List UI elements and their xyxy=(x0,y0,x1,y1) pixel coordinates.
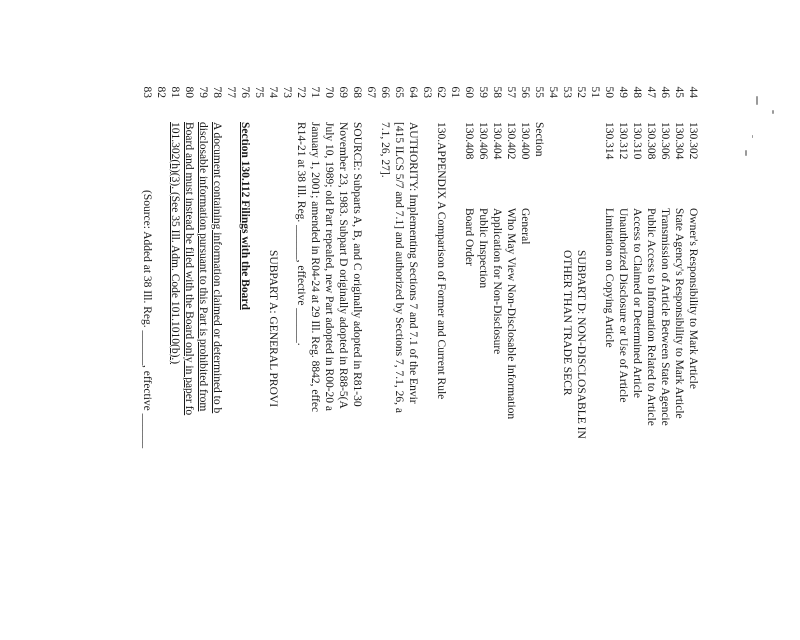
line-number: 53 xyxy=(561,86,573,98)
section-number: 130.302 xyxy=(687,122,699,160)
line-number: 70 xyxy=(323,86,335,98)
section-number: 130.312 xyxy=(617,122,629,160)
section-title: Board Order xyxy=(463,208,475,266)
line-number: 68 xyxy=(351,86,363,98)
body-text: 7.1, 26, 27]. xyxy=(379,122,391,178)
body-text: January 1, 2001; amended in R04-24 at 29 Ill. Reg. 8842, effec xyxy=(309,122,321,413)
section-number: Section xyxy=(533,122,545,157)
source-note: (Source: Added at 38 Ill. Reg. ______, effective ______ xyxy=(141,190,153,449)
section-number: 130.310 xyxy=(631,122,643,160)
section-number: 130.404 xyxy=(491,122,503,160)
scan-speck xyxy=(756,96,758,105)
line-number: 80 xyxy=(183,86,195,98)
section-title: Unauthorized Disclosure or Use of Article xyxy=(617,208,629,403)
subpart-heading: OTHER THAN TRADE SECR xyxy=(561,250,573,396)
body-text: 101.302(h)(3). (See 35 Ill. Adm. Code 101.1010(b).) xyxy=(169,122,181,365)
section-title: Who May View Non-Disclosable Information xyxy=(505,208,517,420)
line-number: 58 xyxy=(491,86,503,98)
scan-speck xyxy=(745,150,747,156)
line-number: 51 xyxy=(589,86,601,98)
line-number: 49 xyxy=(617,86,629,98)
line-number: 64 xyxy=(407,86,419,98)
line-number: 44 xyxy=(687,86,699,98)
body-text: disclosable information pursuant to this Part is prohibited from xyxy=(197,122,209,412)
line-number: 52 xyxy=(575,86,587,98)
section-title: Limitation on Copying Article xyxy=(603,208,615,348)
subpart-heading: SUBPART D: NON-DISCLOSABLE IN xyxy=(575,250,587,439)
scan-speck xyxy=(752,135,753,138)
body-text: Board and must instead be filed with the Board only in paper fo xyxy=(183,122,195,416)
body-text: [415 ILCS 5/7 and 7.1] and authorized by Sections 7, 7.1, 26, a xyxy=(393,122,405,413)
line-number: 65 xyxy=(393,86,405,98)
line-number: 50 xyxy=(603,86,615,98)
line-number: 69 xyxy=(337,86,349,98)
section-number: 130.306 xyxy=(659,122,671,160)
section-title: Public Access to Information Related to Article xyxy=(645,208,657,426)
section-title: General xyxy=(519,208,531,245)
line-number: 76 xyxy=(239,86,251,98)
line-number: 79 xyxy=(197,86,209,98)
line-number: 71 xyxy=(309,86,321,98)
body-text: R14-21 at 38 Ill. Reg. ______, effective ______. xyxy=(295,122,307,346)
line-number: 61 xyxy=(449,86,461,98)
line-number: 82 xyxy=(155,86,167,98)
line-number: 66 xyxy=(379,86,391,98)
line-number: 75 xyxy=(253,86,265,98)
body-text: AUTHORITY: Implementing Sections 7 and 7.1 of the Envir xyxy=(407,122,419,404)
body-text: SOURCE: Subparts A, B, and C originally adopted in R81-30 xyxy=(351,122,363,407)
line-number: 62 xyxy=(435,86,447,98)
body-text: A document containing information claimed or determined to b xyxy=(211,122,223,414)
line-number: 57 xyxy=(505,86,517,98)
line-number: 74 xyxy=(267,86,279,98)
section-number: 130.304 xyxy=(673,122,685,160)
section-number: 130.314 xyxy=(603,122,615,160)
line-number: 77 xyxy=(225,86,237,98)
line-number: 78 xyxy=(211,86,223,98)
section-title: Transmission of Article Between State Agencie xyxy=(659,208,671,426)
section-title: State Agency's Responsibility to Mark Article xyxy=(673,208,685,419)
line-number: 60 xyxy=(463,86,475,98)
section-title: Public Inspection xyxy=(477,208,489,289)
subpart-heading: SUBPART A: GENERAL PROVI xyxy=(267,250,279,408)
line-number: 72 xyxy=(295,86,307,98)
line-number: 56 xyxy=(519,86,531,98)
section-title: Owner's Responsibility to Mark Article xyxy=(687,208,699,389)
line-number: 46 xyxy=(659,86,671,98)
body-text: 130.APPENDIX A Comparison of Former and Current Rule xyxy=(435,122,447,400)
section-title: Application for Non-Disclosure xyxy=(491,208,503,355)
section-number: 130.402 xyxy=(505,122,517,160)
line-number: 63 xyxy=(421,86,433,98)
body-text: July 10, 1989; old Part repealed, new Part adopted in R00-20 a xyxy=(323,122,335,412)
line-number: 47 xyxy=(645,86,657,98)
line-number: 67 xyxy=(365,86,377,98)
section-number: 130.408 xyxy=(463,122,475,160)
section-title: Access to Claimed or Determined Article xyxy=(631,208,643,399)
section-heading: Section 130.112 Filings with the Board xyxy=(239,122,251,310)
body-text: November 23, 1983. Subpart D originally adopted in R88-5(A xyxy=(337,122,349,409)
section-number: 130.308 xyxy=(645,122,657,160)
line-number: 59 xyxy=(477,86,489,98)
line-number: 48 xyxy=(631,86,643,98)
line-number: 81 xyxy=(169,86,181,98)
line-number: 83 xyxy=(141,86,153,98)
line-number: 45 xyxy=(673,86,685,98)
line-number: 73 xyxy=(281,86,293,98)
section-number: 130.400 xyxy=(519,122,531,160)
line-number: 54 xyxy=(547,86,559,98)
scan-speck xyxy=(772,110,774,114)
rotated-document-page xyxy=(60,80,700,640)
section-number: 130.406 xyxy=(477,122,489,160)
line-number: 55 xyxy=(533,86,545,98)
